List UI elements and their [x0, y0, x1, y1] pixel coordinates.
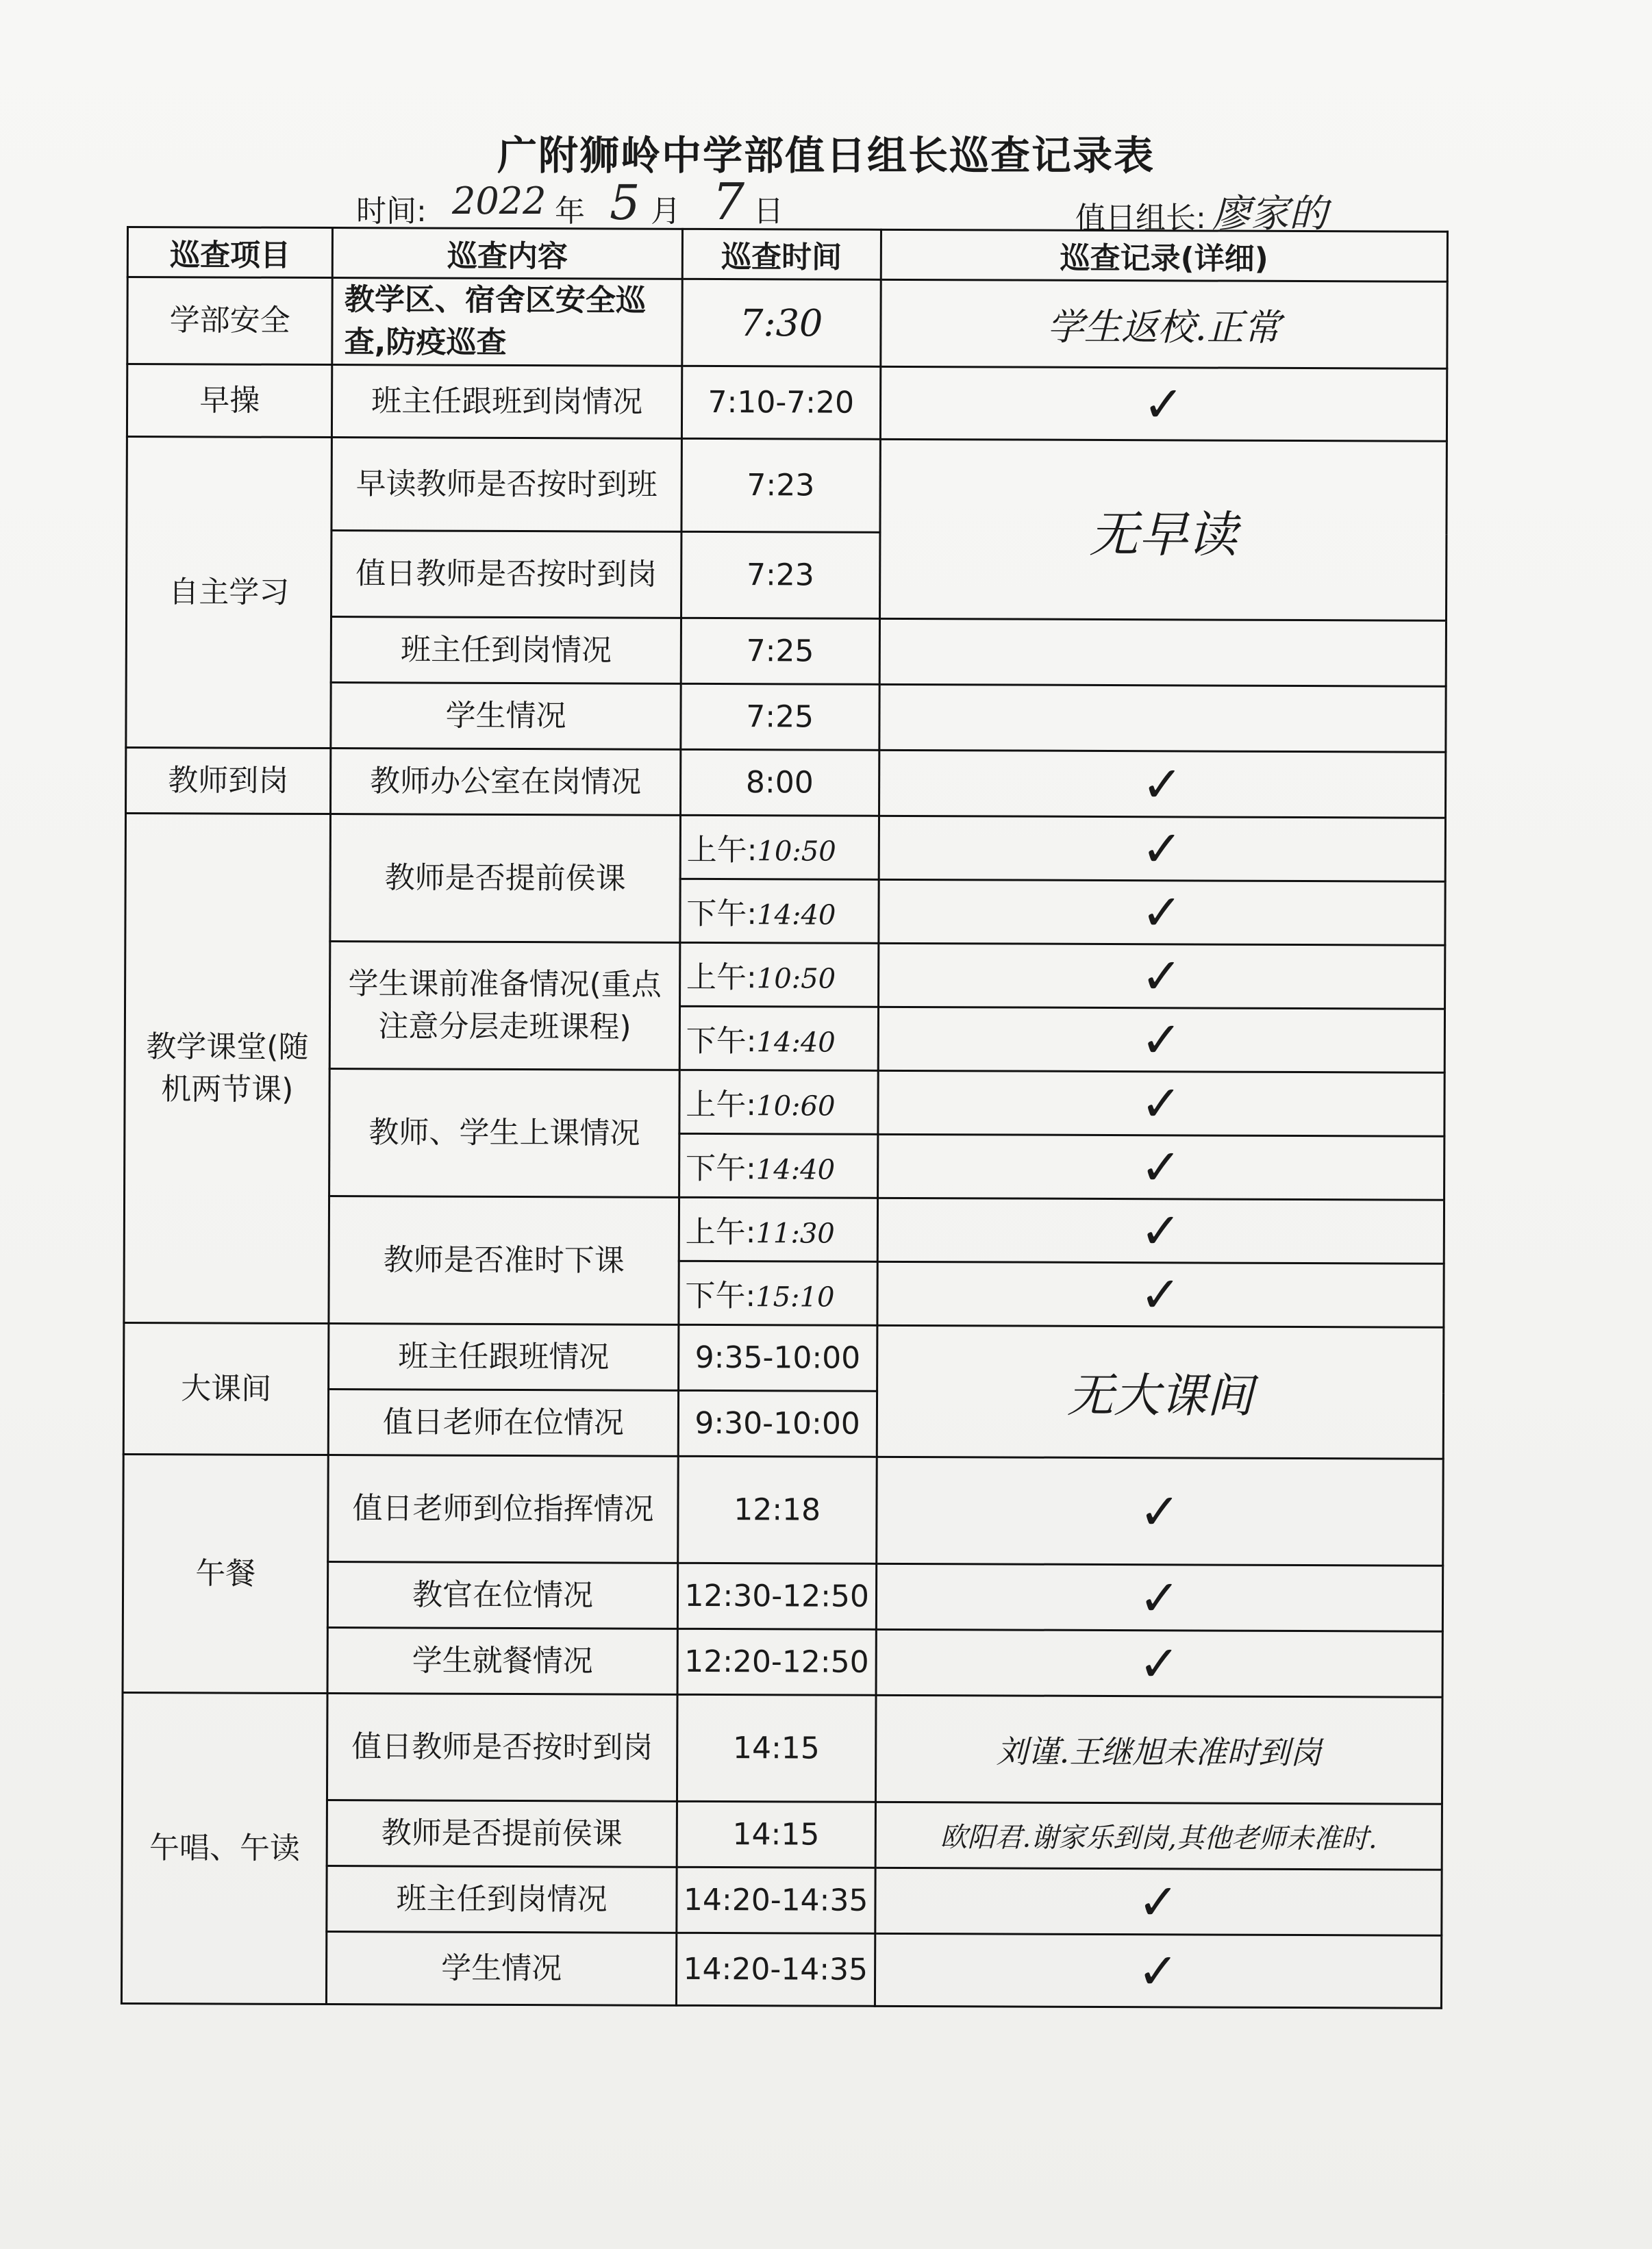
content-noon-3: 班主任到岗情况	[327, 1866, 677, 1933]
record-safety-text: 学生返校.正常	[1047, 305, 1281, 349]
check-icon: ✓	[1138, 1568, 1181, 1626]
time-safety-value: 7:30	[739, 301, 823, 345]
table-row	[127, 364, 1447, 442]
time-break-2: 9:30-10:00	[678, 1390, 877, 1457]
record-classroom-3-am	[877, 1070, 1444, 1136]
header-item: 巡查项目	[127, 227, 333, 278]
check-icon: ✓	[1137, 1942, 1179, 2000]
record-noon-2-text: 欧阳君.谢家乐到岗,其他老师未准时.	[940, 1822, 1377, 1855]
time-classroom-2-pm	[679, 1006, 878, 1070]
record-classroom-4-pm	[877, 1261, 1444, 1327]
date-month-unit: 月	[651, 194, 681, 229]
content-exercise: 班主任跟班到岗情况	[332, 365, 682, 439]
content-noon-4: 学生情况	[327, 1932, 677, 2006]
content-self-study-4: 学生情况	[331, 683, 681, 750]
pm-time: 14:40	[755, 1154, 836, 1186]
record-noon-1	[875, 1695, 1442, 1804]
time-classroom-1-pm	[680, 879, 879, 943]
table-row	[125, 814, 1445, 882]
leader-signature: 廖家的	[1212, 192, 1327, 236]
record-classroom-1-pm	[878, 879, 1445, 945]
time-noon-3: 14:20-14:35	[677, 1867, 875, 1933]
am-time: 11:30	[755, 1218, 835, 1250]
am-time: 10:50	[756, 963, 836, 995]
check-icon: ✓	[1141, 755, 1184, 813]
content-self-study-2: 值日教师是否按时到岗	[331, 531, 681, 618]
record-lunch-3	[876, 1629, 1443, 1697]
table-row	[127, 277, 1447, 369]
record-noon-4	[875, 1933, 1442, 2008]
date-year-unit: 年	[555, 194, 585, 229]
table-row	[124, 1322, 1444, 1393]
header-content: 巡查内容	[333, 228, 683, 279]
header-record: 巡查记录(详细)	[881, 229, 1448, 281]
check-icon: ✓	[1140, 947, 1183, 1005]
check-icon: ✓	[1140, 1075, 1182, 1133]
date-label: 时间:	[356, 194, 427, 229]
record-noon-1-text: 刘谨.王继旭未准时到岗	[996, 1732, 1322, 1771]
record-break-text: 无大课间	[1066, 1368, 1253, 1424]
record-self-study-text: 无早读	[1089, 505, 1238, 564]
time-teacher-duty: 8:00	[680, 749, 879, 816]
record-exercise	[880, 366, 1447, 441]
date-day: 7	[712, 173, 745, 231]
time-self-study-2: 7:23	[681, 531, 879, 618]
item-self-study: 自主学习	[126, 437, 332, 749]
record-self-study	[879, 439, 1447, 620]
form-title: 广附狮岭中学部值日组长巡查记录表	[497, 132, 1155, 179]
content-self-study-3: 班主任到岗情况	[331, 617, 681, 684]
table-row	[126, 748, 1446, 818]
check-icon: ✓	[1140, 1202, 1182, 1260]
record-lunch-1	[876, 1457, 1443, 1566]
table-row	[122, 1692, 1442, 1804]
header-time: 巡查时间	[682, 229, 881, 279]
content-break-2: 值日老师在位情况	[329, 1390, 679, 1457]
item-exercise: 早操	[127, 364, 332, 438]
inspection-table	[121, 226, 1449, 2009]
am-label: 上午:	[685, 1214, 756, 1251]
time-break-1: 9:35-10:00	[678, 1324, 877, 1391]
time-classroom-4-am	[679, 1197, 877, 1261]
time-classroom-1-am	[680, 815, 879, 879]
content-noon-1: 值日教师是否按时到岗	[327, 1694, 677, 1802]
am-time: 10:50	[757, 835, 836, 868]
time-classroom-3-pm	[679, 1133, 877, 1198]
content-safety: 教学区、宿舍区安全巡查,防疫巡查	[332, 278, 682, 366]
am-label: 上午:	[686, 959, 757, 996]
pm-label: 下午:	[685, 1278, 756, 1314]
time-classroom-3-am	[679, 1070, 878, 1134]
record-classroom-2-pm	[878, 1007, 1445, 1072]
check-icon: ✓	[1138, 1634, 1180, 1692]
content-noon-2: 教师是否提前侯课	[327, 1800, 677, 1868]
am-time: 10:60	[756, 1090, 836, 1122]
time-noon-2: 14:15	[677, 1801, 875, 1868]
time-self-study-4: 7:25	[681, 683, 879, 750]
check-icon: ✓	[1137, 1872, 1179, 1931]
content-break-1: 班主任跟班情况	[329, 1324, 679, 1391]
record-empty	[879, 618, 1447, 686]
time-self-study-3: 7:25	[681, 618, 879, 684]
item-teacher-duty: 教师到岗	[126, 748, 331, 814]
time-exercise: 7:10-7:20	[681, 366, 880, 439]
pm-label: 下午:	[686, 1023, 757, 1059]
item-noon: 午唱、午读	[121, 1692, 327, 2004]
item-safety: 学部安全	[127, 277, 333, 365]
record-noon-2	[875, 1802, 1442, 1870]
content-self-study-1: 早读教师是否按时到班	[331, 438, 681, 532]
content-classroom-2: 学生课前准备情况(重点注意分层走班课程)	[329, 942, 679, 1070]
date-year: 2022	[452, 179, 547, 223]
content-classroom-1: 教师是否提前侯课	[330, 814, 680, 943]
header-row	[127, 227, 1447, 282]
record-empty	[879, 684, 1446, 752]
time-lunch-3: 12:20-12:50	[677, 1629, 876, 1695]
content-lunch-3: 学生就餐情况	[327, 1628, 677, 1695]
pm-label: 下午:	[686, 896, 758, 932]
time-noon-1: 14:15	[677, 1694, 875, 1802]
pm-time: 15:10	[755, 1281, 835, 1314]
leader-label: 值日组长:	[1075, 201, 1206, 236]
content-lunch-2: 教官在位情况	[328, 1562, 678, 1629]
record-classroom-4-am	[877, 1198, 1444, 1264]
record-classroom-1-am	[879, 816, 1446, 881]
record-classroom-3-pm	[877, 1134, 1444, 1200]
time-lunch-1: 12:18	[678, 1456, 877, 1563]
date-month: 5	[610, 175, 640, 231]
time-classroom-4-pm	[679, 1261, 877, 1325]
content-teacher-duty: 教师办公室在岗情况	[331, 749, 681, 816]
check-icon: ✓	[1141, 883, 1183, 942]
record-noon-3	[875, 1868, 1442, 1935]
am-label: 上午:	[686, 1087, 757, 1123]
time-noon-4: 14:20-14:35	[676, 1933, 875, 2006]
time-self-study-1: 7:23	[681, 438, 880, 532]
pm-label: 下午:	[685, 1151, 756, 1187]
record-classroom-2-am	[878, 943, 1445, 1009]
check-icon: ✓	[1142, 375, 1185, 433]
item-lunch: 午餐	[123, 1454, 328, 1693]
check-icon: ✓	[1141, 820, 1183, 878]
item-classroom: 教学课堂(随机两节课)	[124, 814, 331, 1324]
check-icon: ✓	[1140, 1011, 1182, 1069]
item-break: 大课间	[123, 1322, 329, 1455]
record-lunch-2	[876, 1563, 1443, 1631]
time-safety	[682, 279, 881, 366]
check-icon: ✓	[1140, 1266, 1181, 1324]
table-row	[123, 1454, 1444, 1566]
table-row	[127, 437, 1447, 535]
am-label: 上午:	[686, 832, 758, 868]
pm-time: 14:40	[756, 1027, 836, 1059]
pm-time: 14:40	[757, 899, 836, 931]
record-teacher-duty	[879, 750, 1446, 818]
check-icon: ✓	[1138, 1482, 1181, 1540]
record-safety	[880, 279, 1447, 368]
time-classroom-2-am	[679, 942, 878, 1007]
content-lunch-1: 值日老师到位指挥情况	[328, 1455, 678, 1563]
content-classroom-3: 教师、学生上课情况	[329, 1069, 679, 1198]
check-icon: ✓	[1140, 1138, 1182, 1196]
date-day-unit: 日	[753, 194, 784, 229]
content-classroom-4: 教师是否准时下课	[329, 1196, 679, 1325]
record-break	[877, 1325, 1444, 1459]
time-lunch-2: 12:30-12:50	[677, 1563, 876, 1629]
